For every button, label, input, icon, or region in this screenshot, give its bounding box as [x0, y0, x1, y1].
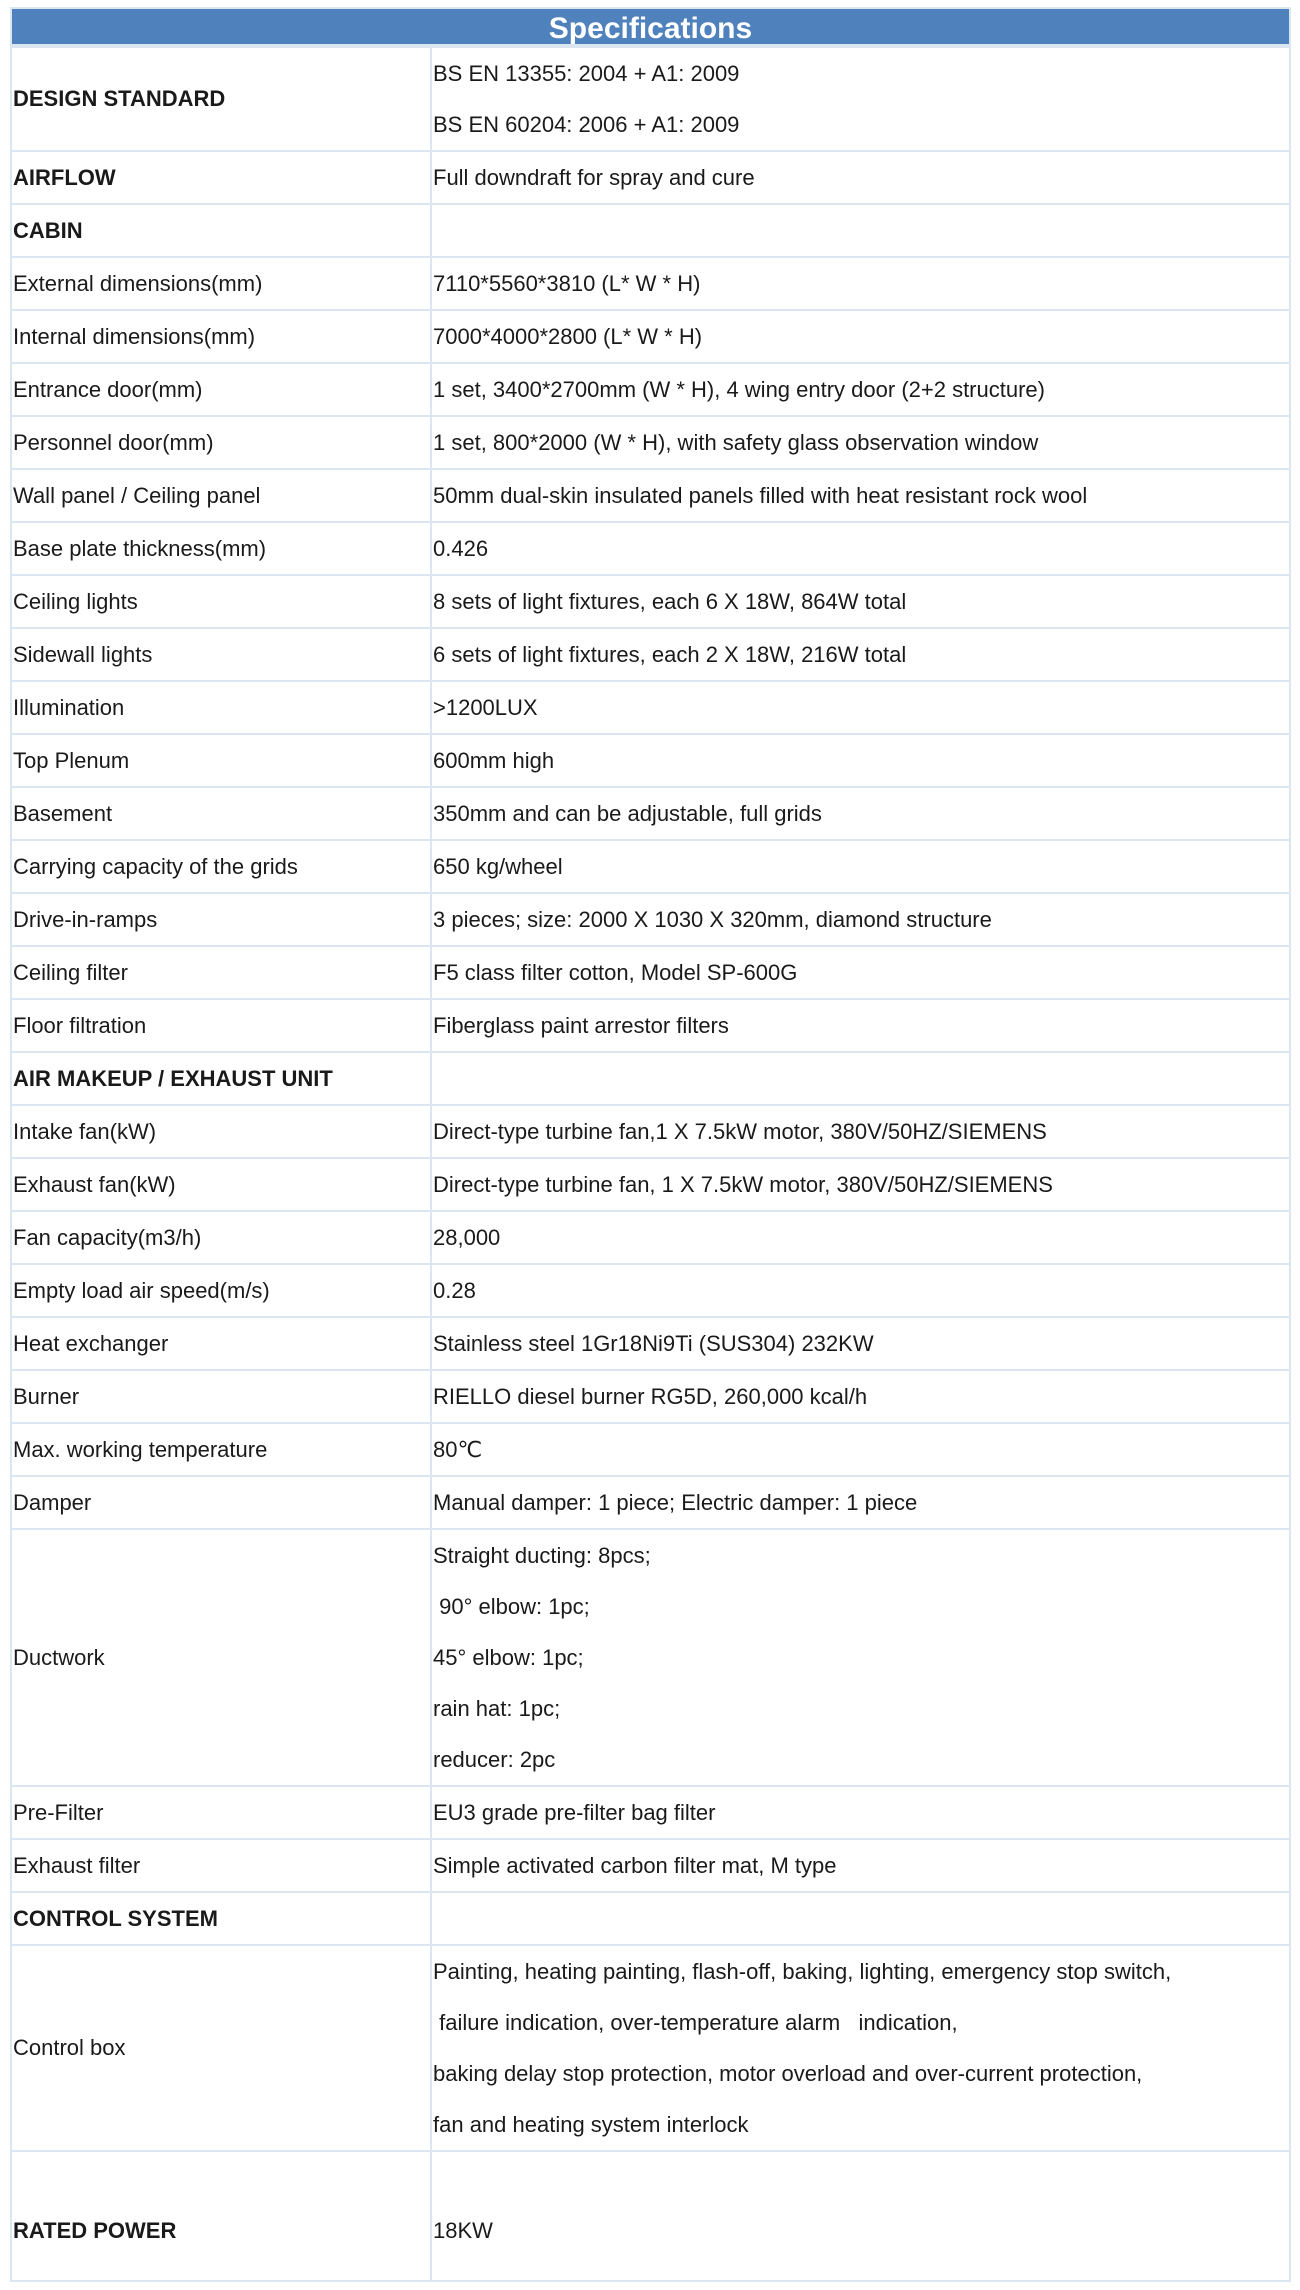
- spec-row: [11, 787, 1290, 840]
- spec-row: [11, 1476, 1290, 1529]
- spec-value-line: fan and heating system interlock: [433, 2112, 749, 2137]
- spec-value-line: 50mm dual-skin insulated panels filled with heat resistant rock wool: [433, 483, 1088, 508]
- spec-value-line: 28,000: [433, 1225, 501, 1250]
- spec-row: [11, 2151, 1290, 2281]
- spec-label: Illumination: [11, 681, 431, 734]
- spec-label: Sidewall lights: [11, 628, 431, 681]
- spec-value-line: Painting, heating painting, flash-off, baking, lighting, emergency stop switch,: [433, 1959, 1172, 1984]
- spec-value: [431, 416, 1290, 469]
- spec-row: [11, 1052, 1290, 1105]
- spec-value-line: 1 set, 800*2000 (W * H), with safety glass observation window: [433, 430, 1039, 455]
- spec-value: [431, 1529, 1290, 1786]
- spec-row: [11, 893, 1290, 946]
- spec-value: [431, 151, 1290, 204]
- spec-row: [11, 1264, 1290, 1317]
- spec-row: [11, 1839, 1290, 1892]
- spec-row: [11, 416, 1290, 469]
- spec-label: Floor filtration: [11, 999, 431, 1052]
- spec-row: [11, 469, 1290, 522]
- spec-value-line: Manual damper: 1 piece; Electric damper: 1 piece: [433, 1490, 918, 1515]
- spec-label: Top Plenum: [11, 734, 431, 787]
- spec-value: [431, 204, 1290, 257]
- spec-label: Drive-in-ramps: [11, 893, 431, 946]
- spec-row: [11, 151, 1290, 204]
- spec-label: Ceiling lights: [11, 575, 431, 628]
- spec-row: [11, 47, 1290, 151]
- spec-value: [431, 1211, 1290, 1264]
- spec-value-line: Fiberglass paint arrestor filters: [433, 1013, 729, 1038]
- spec-label: CONTROL SYSTEM: [11, 1892, 431, 1945]
- spec-value-line: reducer: 2pc: [433, 1747, 556, 1772]
- spec-value: [431, 1839, 1290, 1892]
- spec-row: [11, 1317, 1290, 1370]
- spec-value-line: 18KW: [433, 2218, 493, 2243]
- spec-row: [11, 1945, 1290, 2151]
- spec-table: [10, 46, 1291, 2282]
- spec-value-line: Direct-type turbine fan, 1 X 7.5kW motor, 380V/50HZ/SIEMENS: [433, 1172, 1053, 1197]
- spec-value-line: failure indication, over-temperature alarm indication,: [433, 2010, 958, 2035]
- spec-value-line: Simple activated carbon filter mat, M type: [433, 1853, 837, 1878]
- spec-value-line: rain hat: 1pc;: [433, 1696, 561, 1721]
- spec-value: [431, 310, 1290, 363]
- spec-value-line: 90° elbow: 1pc;: [433, 1594, 590, 1619]
- spec-label: AIRFLOW: [11, 151, 431, 204]
- spec-label: Base plate thickness(mm): [11, 522, 431, 575]
- spec-row: [11, 681, 1290, 734]
- spec-value: [431, 257, 1290, 310]
- spec-value: [431, 469, 1290, 522]
- spec-value: [431, 1476, 1290, 1529]
- spec-row: [11, 1370, 1290, 1423]
- spec-label: RATED POWER: [11, 2151, 431, 2281]
- spec-row: [11, 1423, 1290, 1476]
- spec-label: Exhaust fan(kW): [11, 1158, 431, 1211]
- spec-value: [431, 1158, 1290, 1211]
- spec-value-line: 600mm high: [433, 748, 555, 773]
- spec-value: [431, 1052, 1290, 1105]
- spec-label: Fan capacity(m3/h): [11, 1211, 431, 1264]
- spec-label: Max. working temperature: [11, 1423, 431, 1476]
- spec-value-line: 3 pieces; size: 2000 X 1030 X 320mm, diamond structure: [433, 907, 992, 932]
- spec-value: [431, 628, 1290, 681]
- spec-value: [431, 363, 1290, 416]
- spec-value-line: Direct-type turbine fan,1 X 7.5kW motor, 380V/50HZ/SIEMENS: [433, 1119, 1047, 1144]
- spec-label: Basement: [11, 787, 431, 840]
- spec-value: [431, 681, 1290, 734]
- spec-label: AIR MAKEUP / EXHAUST UNIT: [11, 1052, 431, 1105]
- spec-row: [11, 310, 1290, 363]
- spec-label: Personnel door(mm): [11, 416, 431, 469]
- spec-row: [11, 204, 1290, 257]
- spec-row: [11, 575, 1290, 628]
- spec-row: [11, 1105, 1290, 1158]
- spec-row: [11, 1786, 1290, 1839]
- spec-value-line: 0.28: [433, 1278, 476, 1303]
- spec-value: [431, 575, 1290, 628]
- spec-label: External dimensions(mm): [11, 257, 431, 310]
- spec-row: [11, 734, 1290, 787]
- spec-value-line: RIELLO diesel burner RG5D, 260,000 kcal/h: [433, 1384, 868, 1409]
- spec-row: [11, 1892, 1290, 1945]
- spec-value: [431, 1892, 1290, 1945]
- spec-value: [431, 840, 1290, 893]
- spec-row: [11, 999, 1290, 1052]
- spec-value-line: Straight ducting: 8pcs;: [433, 1543, 651, 1568]
- spec-value-line: 45° elbow: 1pc;: [433, 1645, 584, 1670]
- spec-label: Ceiling filter: [11, 946, 431, 999]
- spec-value-line: BS EN 13355: 2004 + A1: 2009: [433, 61, 740, 86]
- sheet-title: Specifications: [10, 7, 1291, 46]
- spec-value: [431, 1370, 1290, 1423]
- spec-label: Pre-Filter: [11, 1786, 431, 1839]
- spec-value-line: baking delay stop protection, motor overload and over-current protection,: [433, 2061, 1143, 2086]
- spec-value-line: 7110*5560*3810 (L* W * H): [433, 271, 701, 296]
- spec-value: [431, 1317, 1290, 1370]
- spec-value: [431, 522, 1290, 575]
- spec-label: Empty load air speed(m/s): [11, 1264, 431, 1317]
- spec-value: [431, 1786, 1290, 1839]
- spec-label: DESIGN STANDARD: [11, 47, 431, 151]
- spec-row: [11, 1529, 1290, 1786]
- spec-label: CABIN: [11, 204, 431, 257]
- spec-value-line: 0.426: [433, 536, 489, 561]
- spec-value: [431, 787, 1290, 840]
- spec-label: Internal dimensions(mm): [11, 310, 431, 363]
- spec-value-line: F5 class filter cotton, Model SP-600G: [433, 960, 798, 985]
- spec-row: [11, 522, 1290, 575]
- spec-value: [431, 893, 1290, 946]
- spec-row: [11, 946, 1290, 999]
- spec-value-line: >1200LUX: [433, 695, 538, 720]
- spec-value-line: 6 sets of light fixtures, each 2 X 18W, 216W total: [433, 642, 907, 667]
- spec-row: [11, 1158, 1290, 1211]
- spec-row: [11, 363, 1290, 416]
- spec-row: [11, 257, 1290, 310]
- spec-label: Damper: [11, 1476, 431, 1529]
- spec-sheet: [10, 7, 1291, 2282]
- spec-value-line: EU3 grade pre-filter bag filter: [433, 1800, 716, 1825]
- spec-label: Control box: [11, 1945, 431, 2151]
- spec-label: Entrance door(mm): [11, 363, 431, 416]
- spec-value-line: 8 sets of light fixtures, each 6 X 18W, 864W total: [433, 589, 907, 614]
- spec-value-line: Full downdraft for spray and cure: [433, 165, 755, 190]
- spec-value: [431, 1945, 1290, 2151]
- spec-label: Wall panel / Ceiling panel: [11, 469, 431, 522]
- spec-value-line: 1 set, 3400*2700mm (W * H), 4 wing entry door (2+2 structure): [433, 377, 1045, 402]
- spec-row: [11, 628, 1290, 681]
- spec-value-line: 650 kg/wheel: [433, 854, 563, 879]
- spec-label: Heat exchanger: [11, 1317, 431, 1370]
- spec-value-line: 350mm and can be adjustable, full grids: [433, 801, 822, 826]
- spec-value-line: Stainless steel 1Gr18Ni9Ti (SUS304) 232KW: [433, 1331, 874, 1356]
- spec-row: [11, 840, 1290, 893]
- spec-label: Intake fan(kW): [11, 1105, 431, 1158]
- spec-label: Ductwork: [11, 1529, 431, 1786]
- spec-row: [11, 1211, 1290, 1264]
- spec-value: [431, 734, 1290, 787]
- spec-value-line: BS EN 60204: 2006 + A1: 2009: [433, 112, 740, 137]
- spec-label: Exhaust filter: [11, 1839, 431, 1892]
- spec-label: Carrying capacity of the grids: [11, 840, 431, 893]
- spec-value-line: 7000*4000*2800 (L* W * H): [433, 324, 703, 349]
- spec-value: [431, 1423, 1290, 1476]
- spec-value: [431, 1105, 1290, 1158]
- spec-value: [431, 2151, 1290, 2281]
- spec-value-line: 80℃: [433, 1437, 483, 1462]
- spec-value: [431, 1264, 1290, 1317]
- spec-label: Burner: [11, 1370, 431, 1423]
- spec-value: [431, 47, 1290, 151]
- spec-value: [431, 999, 1290, 1052]
- spec-value: [431, 946, 1290, 999]
